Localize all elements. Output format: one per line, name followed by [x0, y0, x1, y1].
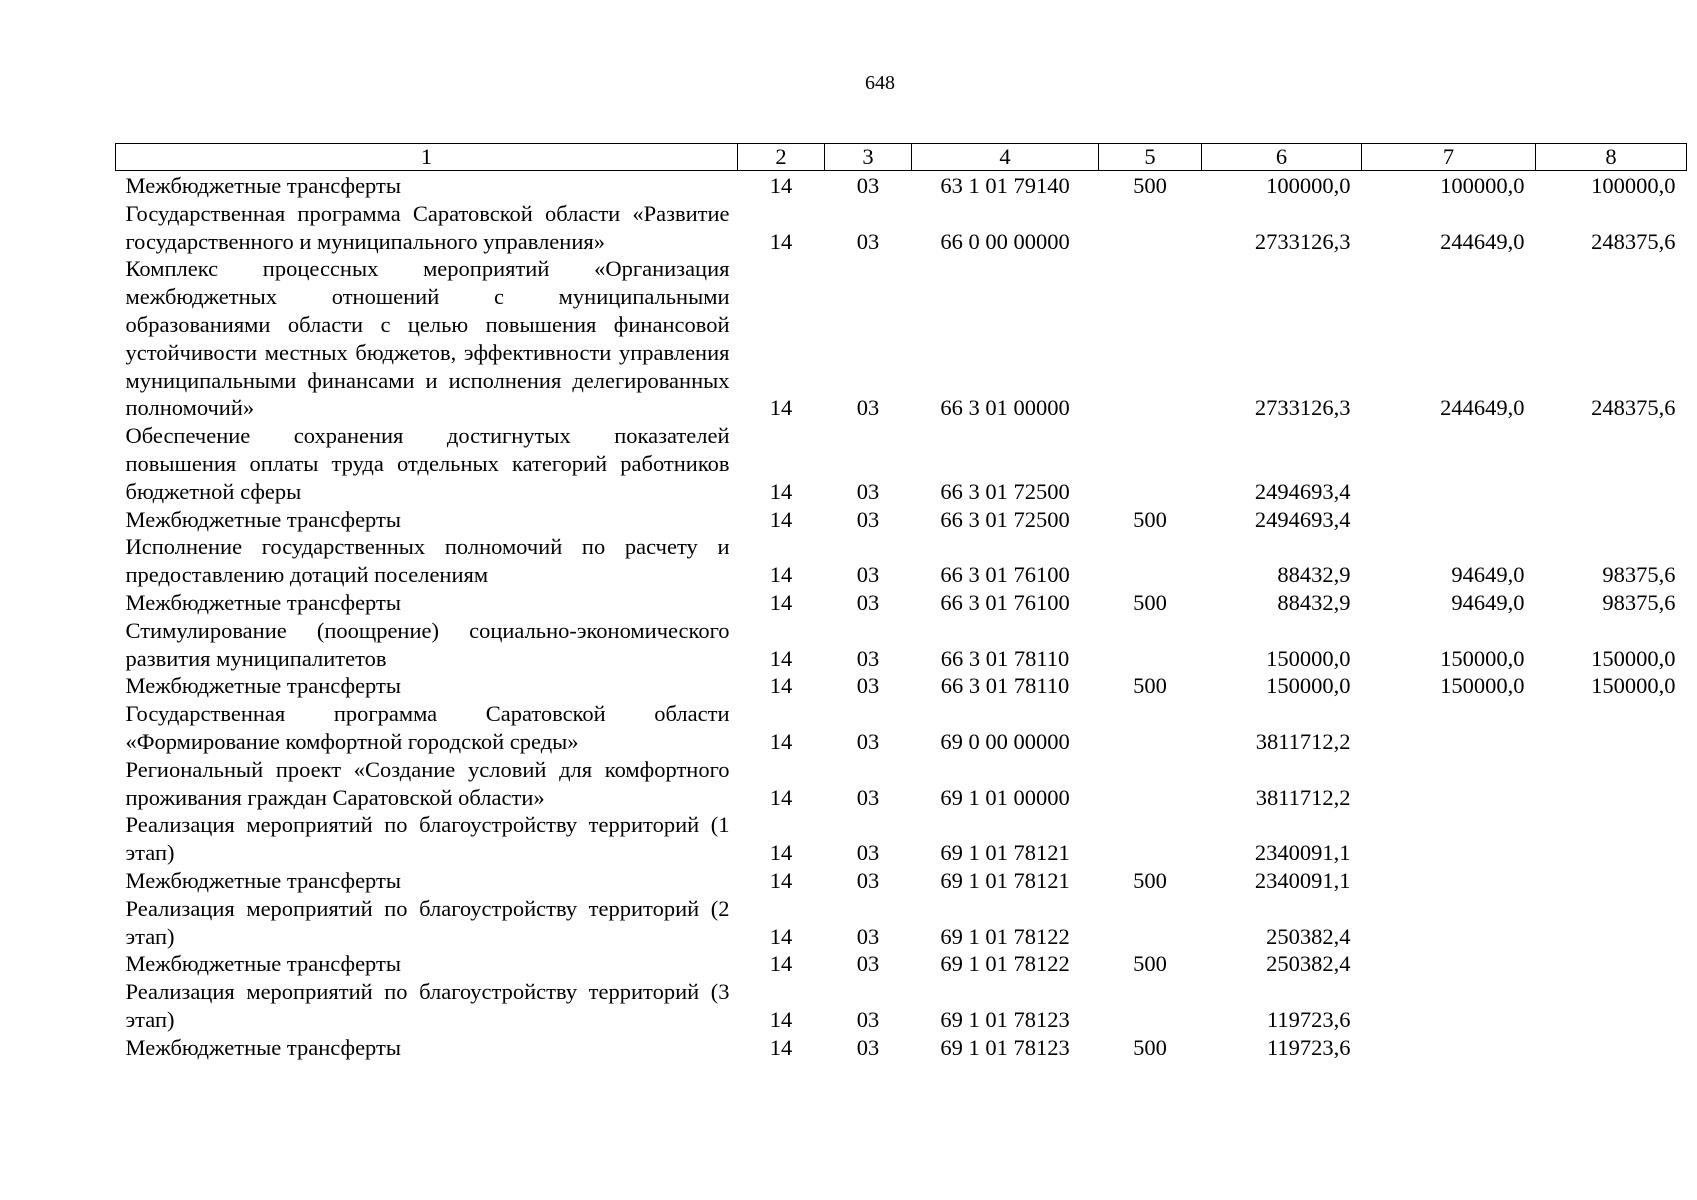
section-code-cell: 14	[769, 923, 793, 949]
target-article-cell: 66 3 01 78110	[940, 673, 1070, 699]
row-name-cell: Межбюджетные трансферты	[125, 867, 401, 893]
target-article-cell: 66 3 01 72500	[940, 506, 1070, 532]
amount-col7-cell: 100000,0	[1440, 173, 1525, 198]
amount-col7-cell	[1362, 978, 1536, 1034]
section-code-cell: 14	[769, 867, 793, 893]
column-header: 5	[1099, 144, 1202, 171]
section-code-cell: 14	[769, 589, 793, 615]
amount-col8-cell: 100000,0	[1591, 173, 1676, 198]
expense-type-cell	[1099, 617, 1202, 673]
amount-col7-cell	[1362, 506, 1536, 534]
subsection-code-cell: 03	[856, 1034, 880, 1060]
target-article-cell: 69 0 00 00000	[940, 728, 1070, 754]
target-article-cell: 69 1 01 00000	[940, 784, 1070, 810]
amount-col8-cell	[1536, 811, 1687, 867]
amount-col6-cell: 2733126,3	[1254, 228, 1351, 254]
section-code-cell: 14	[769, 395, 793, 421]
amount-col7-cell	[1362, 422, 1536, 505]
amount-col8-cell	[1536, 950, 1687, 978]
amount-col8-cell: 248375,6	[1591, 228, 1676, 254]
row-name-cell: Реализация мероприятий по благоустройству территорий (1 этап)	[125, 812, 730, 866]
amount-col8-cell	[1536, 506, 1687, 534]
amount-col8-cell: 98375,6	[1602, 562, 1676, 588]
row-name-cell: Межбюджетные трансферты	[125, 1034, 401, 1060]
amount-col6-cell: 2340091,1	[1254, 867, 1351, 893]
section-code-cell: 14	[769, 478, 793, 504]
row-name-cell: Реализация мероприятий по благоустройству территорий (3 этап)	[125, 979, 730, 1032]
amount-col7-cell	[1362, 867, 1536, 895]
amount-col8-cell	[1536, 700, 1687, 756]
amount-col6-cell: 150000,0	[1266, 645, 1351, 671]
amount-col7-cell: 150000,0	[1440, 673, 1525, 699]
subsection-code-cell: 03	[856, 173, 880, 198]
expense-type-cell: 500	[1133, 173, 1167, 198]
amount-col6-cell: 2340091,1	[1254, 840, 1351, 866]
row-name-cell: Региональный проект «Создание условий для комфортного проживания граждан Саратовской области»	[125, 756, 730, 810]
table-row	[116, 506, 1687, 534]
amount-col7-cell	[1362, 756, 1536, 812]
amount-col7-cell	[1362, 811, 1536, 867]
expense-type-cell	[1099, 895, 1202, 951]
amount-col8-cell	[1536, 1034, 1687, 1062]
amount-col6-cell: 150000,0	[1266, 673, 1351, 699]
row-name-cell: Комплекс процессных мероприятий «Организация межбюджетных отношений с муниципальными образованиями области с целью повышения финансовой устойчивости местных бюджетов, эффективности управления муниципальными финансами и исполнения делегированных полномочий»	[125, 256, 730, 421]
target-article-cell: 66 0 00 00000	[940, 228, 1070, 254]
section-code-cell: 14	[769, 1034, 793, 1060]
subsection-code-cell: 03	[856, 728, 880, 754]
amount-col7-cell	[1362, 895, 1536, 951]
subsection-code-cell: 03	[856, 923, 880, 949]
amount-col7-cell	[1362, 1034, 1536, 1062]
table-row	[116, 533, 1687, 589]
table-row	[116, 700, 1687, 756]
target-article-cell: 66 3 01 76100	[940, 589, 1070, 615]
amount-col7-cell: 94649,0	[1451, 562, 1525, 588]
row-name-cell: Государственная программа Саратовской области «Развитие государственного и муниципального управления»	[125, 200, 730, 254]
amount-col6-cell: 250382,4	[1266, 951, 1351, 977]
table-row	[116, 422, 1687, 505]
table-body	[116, 171, 1687, 1062]
row-name-cell: Исполнение государственных полномочий по расчету и предоставлению дотаций поселениям	[125, 534, 730, 588]
target-article-cell: 66 3 01 00000	[940, 395, 1070, 421]
target-article-cell: 69 1 01 78121	[940, 867, 1070, 893]
subsection-code-cell: 03	[856, 1006, 880, 1032]
amount-col6-cell: 2494693,4	[1254, 506, 1351, 532]
amount-col8-cell	[1536, 422, 1687, 505]
subsection-code-cell: 03	[856, 951, 880, 977]
subsection-code-cell: 03	[856, 784, 880, 810]
subsection-code-cell: 03	[856, 395, 880, 421]
expense-type-cell	[1099, 422, 1202, 505]
row-name-cell: Обеспечение сохранения достигнутых показателей повышения оплаты труда отдельных категорий работников бюджетной сферы	[125, 423, 730, 504]
target-article-cell: 66 3 01 78110	[940, 645, 1070, 671]
amount-col6-cell: 2733126,3	[1254, 395, 1351, 421]
column-header: 1	[116, 144, 738, 171]
header-row	[116, 144, 1687, 171]
target-article-cell: 63 1 01 79140	[940, 173, 1070, 198]
amount-col8-cell: 248375,6	[1591, 395, 1676, 421]
row-name-cell: Межбюджетные трансферты	[125, 506, 401, 532]
expense-type-cell: 500	[1133, 867, 1167, 893]
section-code-cell: 14	[769, 562, 793, 588]
expense-type-cell: 500	[1133, 673, 1167, 699]
section-code-cell: 14	[769, 951, 793, 977]
amount-col6-cell: 2494693,4	[1254, 478, 1351, 504]
amount-col7-cell: 244649,0	[1440, 395, 1525, 421]
expense-type-cell	[1099, 255, 1202, 422]
expense-type-cell	[1099, 756, 1202, 812]
target-article-cell: 69 1 01 78122	[940, 951, 1070, 977]
amount-col7-cell	[1362, 950, 1536, 978]
amount-col6-cell: 88432,9	[1277, 589, 1351, 615]
table-row	[116, 895, 1687, 951]
table-row	[116, 867, 1687, 895]
column-header: 8	[1536, 144, 1687, 171]
expense-type-cell: 500	[1133, 589, 1167, 615]
budget-table	[115, 143, 1687, 1062]
expense-type-cell	[1099, 978, 1202, 1034]
table-row	[116, 200, 1687, 256]
table-row	[116, 672, 1687, 700]
target-article-cell: 69 1 01 78121	[940, 840, 1070, 866]
section-code-cell: 14	[769, 645, 793, 671]
subsection-code-cell: 03	[856, 589, 880, 615]
row-name-cell: Государственная программа Саратовской области «Формирование комфортной городской среды»	[125, 701, 730, 754]
expense-type-cell	[1099, 533, 1202, 589]
table-row	[116, 978, 1687, 1034]
amount-col7-cell: 244649,0	[1440, 228, 1525, 254]
amount-col8-cell: 150000,0	[1591, 645, 1676, 671]
amount-col8-cell: 150000,0	[1591, 673, 1676, 699]
row-name-cell: Межбюджетные трансферты	[125, 673, 401, 699]
amount-col6-cell: 88432,9	[1277, 562, 1351, 588]
section-code-cell: 14	[769, 173, 793, 198]
table-row	[116, 1034, 1687, 1062]
target-article-cell: 69 1 01 78123	[940, 1006, 1070, 1032]
row-name-cell: Межбюджетные трансферты	[125, 173, 401, 198]
amount-col7-cell	[1362, 700, 1536, 756]
table-row	[116, 617, 1687, 673]
amount-col6-cell: 3811712,2	[1255, 728, 1351, 754]
subsection-code-cell: 03	[856, 840, 880, 866]
table-row	[116, 756, 1687, 812]
section-code-cell: 14	[769, 673, 793, 699]
amount-col8-cell: 98375,6	[1602, 589, 1676, 615]
section-code-cell: 14	[769, 784, 793, 810]
column-header: 2	[738, 144, 825, 171]
target-article-cell: 69 1 01 78122	[940, 923, 1070, 949]
amount-col6-cell: 119723,6	[1266, 1006, 1351, 1032]
target-article-cell: 69 1 01 78123	[940, 1034, 1070, 1060]
amount-col7-cell: 150000,0	[1440, 645, 1525, 671]
amount-col8-cell	[1536, 978, 1687, 1034]
amount-col8-cell	[1536, 867, 1687, 895]
table-row	[116, 589, 1687, 617]
amount-col6-cell: 119723,6	[1266, 1034, 1351, 1060]
section-code-cell: 14	[769, 1006, 793, 1032]
subsection-code-cell: 03	[856, 645, 880, 671]
expense-type-cell: 500	[1133, 506, 1167, 532]
expense-type-cell: 500	[1133, 951, 1167, 977]
section-code-cell: 14	[769, 728, 793, 754]
row-name-cell: Реализация мероприятий по благоустройству территорий (2 этап)	[125, 895, 730, 949]
page-number: 648	[865, 72, 895, 94]
section-code-cell: 14	[769, 506, 793, 532]
column-header: 4	[912, 144, 1099, 171]
amount-col8-cell	[1536, 895, 1687, 951]
column-header: 7	[1362, 144, 1536, 171]
subsection-code-cell: 03	[856, 478, 880, 504]
amount-col6-cell: 250382,4	[1266, 923, 1351, 949]
target-article-cell: 66 3 01 72500	[940, 478, 1070, 504]
subsection-code-cell: 03	[856, 228, 880, 254]
table-row	[116, 255, 1687, 422]
table-row	[116, 811, 1687, 867]
table-header	[116, 144, 1687, 171]
section-code-cell: 14	[769, 840, 793, 866]
row-name-cell: Межбюджетные трансферты	[125, 589, 401, 615]
row-name-cell: Стимулирование (поощрение) социально-экономического развития муниципалитетов	[125, 617, 730, 671]
subsection-code-cell: 03	[856, 506, 880, 532]
table-row	[116, 171, 1687, 200]
target-article-cell: 66 3 01 76100	[940, 562, 1070, 588]
subsection-code-cell: 03	[856, 673, 880, 699]
amount-col6-cell: 3811712,2	[1255, 784, 1351, 810]
expense-type-cell: 500	[1133, 1034, 1167, 1060]
amount-col6-cell: 100000,0	[1266, 173, 1351, 198]
table-row	[116, 950, 1687, 978]
amount-col8-cell	[1536, 756, 1687, 812]
column-header: 6	[1202, 144, 1362, 171]
amount-col7-cell: 94649,0	[1451, 589, 1525, 615]
subsection-code-cell: 03	[856, 562, 880, 588]
expense-type-cell	[1099, 811, 1202, 867]
column-header: 3	[825, 144, 912, 171]
expense-type-cell	[1099, 200, 1202, 256]
expense-type-cell	[1099, 700, 1202, 756]
section-code-cell: 14	[769, 228, 793, 254]
row-name-cell: Межбюджетные трансферты	[125, 951, 401, 977]
subsection-code-cell: 03	[856, 867, 880, 893]
